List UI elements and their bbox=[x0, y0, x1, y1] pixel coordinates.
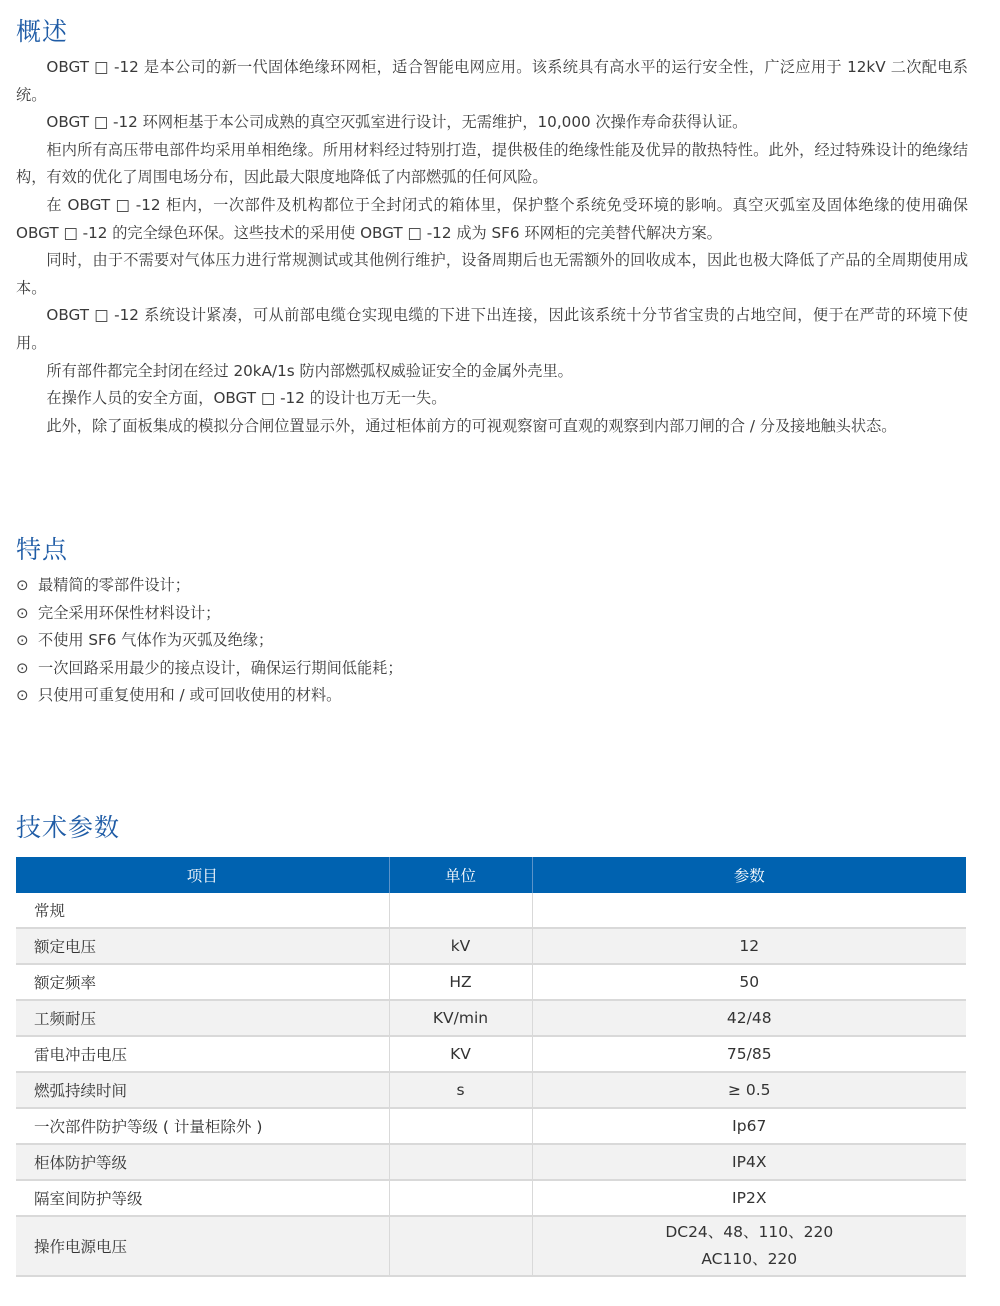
cell-value-line: AC110、220 bbox=[701, 1250, 798, 1268]
feature-item bbox=[16, 600, 916, 628]
cell-value-line: ≥ 0.5 bbox=[727, 1080, 771, 1099]
cell-unit: KV bbox=[389, 1036, 532, 1072]
overview-paragraph: 在 OBGT □ -12 柜内，一次部件及机构都位于全封闭式的箱体里，保护整个系统免受环境的影响。真空灭弧室及固体绝缘的使用确保 OBGT □ -12 的完全绿色环保。这些技术的采用使 OBGT □ -12 成为 SF6 环网柜的完美替代解决方案。 bbox=[16, 195, 968, 242]
feature-text: 完全采用环保性材料设计； bbox=[38, 603, 221, 622]
cell-item: 隔室间防护等级 bbox=[16, 1180, 389, 1216]
cell-unit bbox=[389, 893, 532, 928]
cell-value-line: 12 bbox=[739, 936, 760, 955]
table-row bbox=[16, 1036, 966, 1072]
feature-text: 只使用可重复使用和 / 或可回收使用的材料。 bbox=[38, 686, 342, 705]
overview-paragraph: 在操作人员的安全方面，OBGT □ -12 的设计也万无一失。 bbox=[46, 389, 447, 408]
circled-dot-bullet-icon: ⊙ bbox=[16, 603, 29, 622]
feature-item bbox=[16, 682, 916, 710]
feature-text: 最精简的零部件设计； bbox=[38, 576, 190, 594]
table-row bbox=[16, 928, 966, 964]
circled-dot-bullet-icon: ⊙ bbox=[16, 576, 29, 594]
cell-value bbox=[532, 1180, 966, 1216]
feature-text: 一次回路采用最少的接点设计，确保运行期间低能耗； bbox=[38, 658, 403, 677]
cell-unit bbox=[389, 1108, 532, 1144]
cell-value bbox=[532, 893, 966, 928]
overview-paragraph: OBGT □ -12 环网柜基于本公司成熟的真空灭弧室进行设计，无需维护，10,000 次操作寿命获得认证。 bbox=[46, 113, 748, 132]
cell-value bbox=[532, 1072, 966, 1108]
cell-value-line: IP4X bbox=[732, 1152, 767, 1171]
table-row bbox=[16, 964, 966, 1000]
cell-item: 操作电源电压 bbox=[16, 1216, 389, 1276]
cell-unit: HZ bbox=[389, 964, 532, 1000]
features-title: 特点 bbox=[16, 535, 69, 564]
cell-item: 燃弧持续时间 bbox=[16, 1072, 389, 1108]
feature-item bbox=[16, 627, 916, 655]
cell-unit: s bbox=[389, 1072, 532, 1108]
cell-item: 柜体防护等级 bbox=[16, 1144, 389, 1180]
cell-value bbox=[532, 928, 966, 964]
cell-value bbox=[532, 1036, 966, 1072]
overview-body bbox=[16, 54, 968, 440]
overview-paragraph: 柜内所有高压带电部件均采用单相绝缘。所用材料经过特别打造，提供极佳的绝缘性能及优异的散热特性。此外，经过特殊设计的绝缘结构，有效的优化了周围电场分布，因此最大限度地降低了内部燃弧的任何风险。 bbox=[16, 140, 968, 187]
column-header-value: 参数 bbox=[532, 857, 966, 893]
table-row bbox=[16, 1180, 966, 1216]
table-row bbox=[16, 1000, 966, 1036]
overview-paragraph: OBGT □ -12 是本公司的新一代固体绝缘环网柜，适合智能电网应用。该系统具有高水平的运行安全性，广泛应用于 12kV 二次配电系统。 bbox=[16, 58, 968, 104]
cell-item: 常规 bbox=[16, 893, 389, 928]
cell-value-line: 50 bbox=[739, 972, 760, 991]
circled-dot-bullet-icon: ⊙ bbox=[16, 686, 29, 705]
cell-value bbox=[532, 1000, 966, 1036]
cell-value-line: Ip67 bbox=[732, 1116, 767, 1135]
cell-unit: KV/min bbox=[389, 1000, 532, 1036]
features-list bbox=[16, 572, 916, 710]
feature-text: 不使用 SF6 气体作为灭弧及绝缘； bbox=[38, 631, 274, 650]
table-row bbox=[16, 1072, 966, 1108]
cell-unit bbox=[389, 1144, 532, 1180]
cell-unit: kV bbox=[389, 928, 532, 964]
cell-value-line: IP2X bbox=[732, 1188, 767, 1207]
cell-item: 额定频率 bbox=[16, 964, 389, 1000]
cell-value-line: DC24、48、110、220 bbox=[665, 1223, 834, 1241]
cell-value bbox=[532, 1144, 966, 1180]
table-row bbox=[16, 893, 966, 928]
cell-value bbox=[532, 964, 966, 1000]
cell-item: 雷电冲击电压 bbox=[16, 1036, 389, 1072]
circled-dot-bullet-icon: ⊙ bbox=[16, 658, 29, 677]
cell-value-line: 42/48 bbox=[726, 1008, 772, 1027]
cell-item: 工频耐压 bbox=[16, 1000, 389, 1036]
feature-item bbox=[16, 572, 916, 600]
feature-item bbox=[16, 655, 916, 683]
cell-unit bbox=[389, 1180, 532, 1216]
cell-value-line: 75/85 bbox=[726, 1044, 772, 1063]
circled-dot-bullet-icon: ⊙ bbox=[16, 631, 29, 650]
cell-item: 一次部件防护等级 ( 计量柜除外 ) bbox=[16, 1108, 389, 1144]
specs-table bbox=[16, 857, 966, 1277]
cell-value bbox=[532, 1108, 966, 1144]
cell-value bbox=[532, 1216, 966, 1276]
overview-paragraph: 同时，由于不需要对气体压力进行常规测试或其他例行维护，设备周期后也无需额外的回收成本，因此也极大降低了产品的全周期使用成本。 bbox=[16, 251, 968, 297]
table-row bbox=[16, 1216, 966, 1276]
cell-item: 额定电压 bbox=[16, 928, 389, 964]
column-header-item: 项目 bbox=[16, 857, 389, 893]
overview-paragraph: 此外，除了面板集成的模拟分合闸位置显示外，通过柜体前方的可视观察窗可直观的观察到内部刀闸的合 / 分及接地触头状态。 bbox=[46, 416, 897, 435]
column-header-unit: 单位 bbox=[389, 857, 532, 893]
cell-unit bbox=[389, 1216, 532, 1276]
specs-header-row bbox=[16, 857, 966, 893]
table-row bbox=[16, 1144, 966, 1180]
overview-title: 概述 bbox=[16, 17, 69, 46]
specs-title: 技术参数 bbox=[16, 813, 121, 842]
overview-paragraph: 所有部件都完全封闭在经过 20kA/1s 防内部燃弧权威验证安全的金属外壳里。 bbox=[46, 361, 573, 380]
table-row bbox=[16, 1108, 966, 1144]
overview-paragraph: OBGT □ -12 系统设计紧凑，可从前部电缆仓实现电缆的下进下出连接，因此该系统十分节省宝贵的占地空间，便于在严苛的环境下使用。 bbox=[16, 306, 968, 352]
